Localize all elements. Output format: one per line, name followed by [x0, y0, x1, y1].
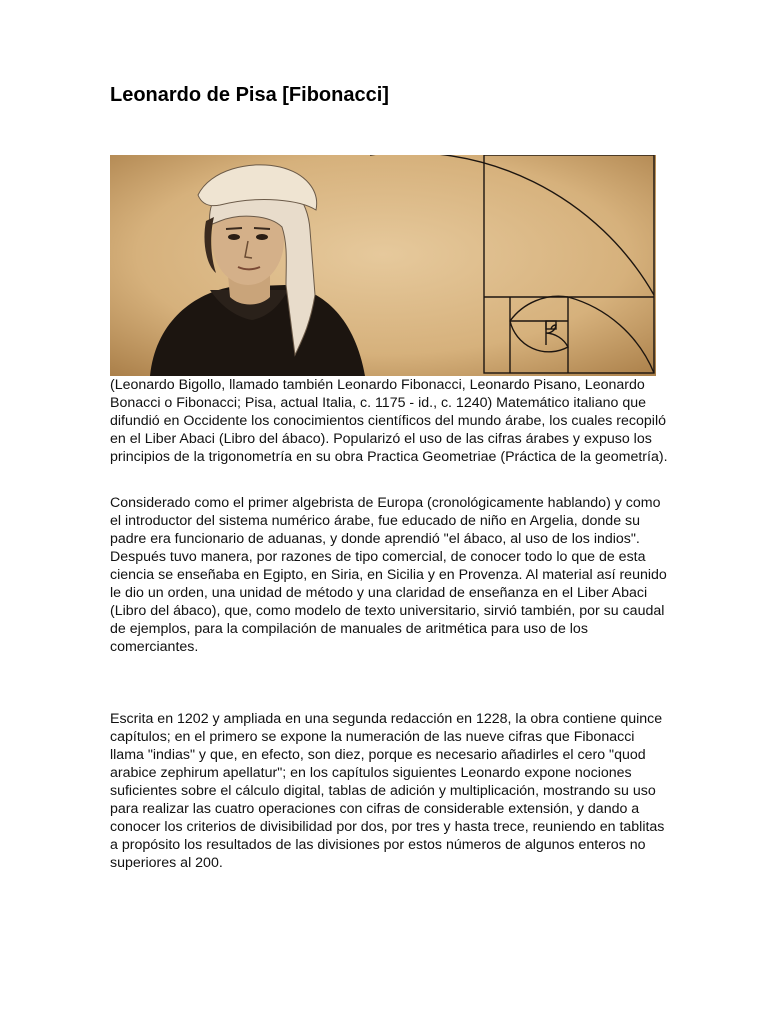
portrait-figure — [110, 155, 656, 376]
fibonacci-illustration — [110, 155, 656, 376]
body-paragraph: Considerado como el primer algebrista de Europa (cronológicamente hablando) y como el introductor del sistema numérico árabe, fue educado de niño en Argelia, donde su padre era funcionario de aduanas, y donde aprendió "el ábaco, al uso de los indios". Después tuvo manera, por razones de tipo comercial, de conocer todo lo que de esta ciencia se enseñaba en Egipto, en Siria, en Sicilia y en Provenza. Al material así reunido le dio un orden, una unidad de método y una claridad de enseñanza en el Liber Abaci (Libro del ábaco), que, como modelo de texto universitario, sirvió también, por su caudal de ejemplos, para la compilación de manuales de aritmética para uso de los comerciantes. — [110, 495, 667, 655]
page-title: Leonardo de Pisa [Fibonacci] — [110, 84, 389, 106]
intro-paragraph: (Leonardo Bigollo, llamado también Leonardo Fibonacci, Leonardo Pisano, Leonardo Bonacci o Fibonacci; Pisa, actual Italia, c. 1175 - id., c. 1240) Matemático italiano que difundió en Occidente los conocimientos científicos del mundo árabe, los cuales recopiló en el Liber Abaci (Libro del ábaco). Popularizó el uso de las cifras árabes y expuso los principios de la trigonometría en su obra Practica Geometriae (Práctica de la geometría). — [110, 377, 668, 465]
body-paragraph: Escrita en 1202 y ampliada en una segunda redacción en 1228, la obra contiene quince capítulos; en el primero se expone la numeración de las nueve cifras que Fibonacci llama "indias" y que, en efecto, son diez, porque es necesario añadirles el cero "quod arabice zephirum apellatur"; en los capítulos siguientes Leonardo expone nociones suficientes sobre el cálculo digital, tablas de adición y multiplicación, mostrando su uso para realizar las cuatro operaciones con cifras de considerable extensión, y dando a conocer los criterios de divisibilidad por dos, por tres y hasta trece, reuniendo en tablitas a propósito los resultados de las divisiones por estos números de algunos enteros no superiores al 200. — [110, 711, 665, 871]
